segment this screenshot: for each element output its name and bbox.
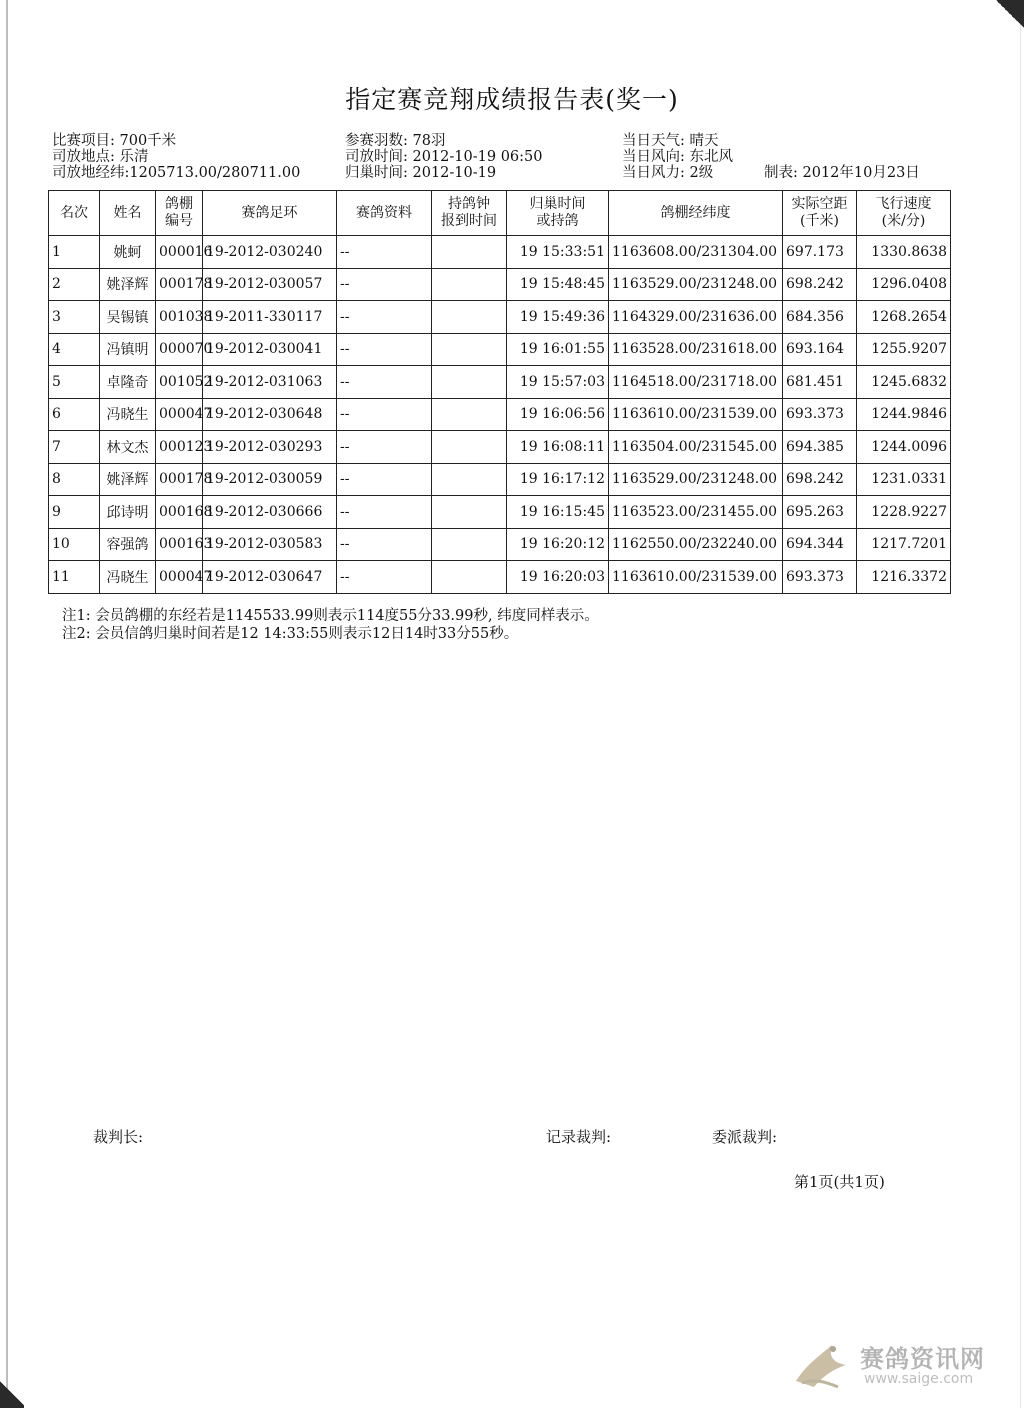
cell-ring: 19-2012-030059	[203, 463, 337, 496]
cell-distance: 694.344	[783, 528, 857, 561]
cell-ring: 19-2012-030041	[203, 333, 337, 366]
cell-distance: 681.451	[783, 366, 857, 399]
cell-clock-time	[432, 333, 507, 366]
cell-name: 吴锡镇	[100, 301, 156, 334]
cell-loft-no: 000047	[156, 561, 203, 594]
cell-speed: 1255.9207	[857, 333, 951, 366]
cell-name: 容强鸽	[100, 528, 156, 561]
header-loft-no: 鸽棚 编号	[156, 191, 203, 236]
cell-clock-time	[432, 301, 507, 334]
cell-info: --	[337, 496, 432, 529]
cell-distance: 698.242	[783, 463, 857, 496]
cell-ring: 19-2012-030293	[203, 431, 337, 464]
cell-distance: 697.173	[783, 236, 857, 269]
cell-name: 林文杰	[100, 431, 156, 464]
cell-info: --	[337, 301, 432, 334]
cell-ring: 19-2012-030648	[203, 398, 337, 431]
table-row	[49, 496, 951, 529]
cell-ring: 19-2012-030240	[203, 236, 337, 269]
cell-rank: 11	[49, 561, 100, 594]
cell-rank: 6	[49, 398, 100, 431]
cell-ring: 19-2011-330117	[203, 301, 337, 334]
assigned-judge-label: 委派裁判:	[712, 1128, 778, 1146]
weather: 当日天气: 晴天	[622, 133, 719, 149]
cell-loft-no: 000163	[156, 528, 203, 561]
cell-coords: 1163504.00/231545.00	[609, 431, 783, 464]
header-distance: 实际空距 (千米)	[783, 191, 857, 236]
header-coords: 鸽棚经纬度	[609, 191, 783, 236]
cell-coords: 1163529.00/231248.00	[609, 268, 783, 301]
cell-coords: 1163528.00/231618.00	[609, 333, 783, 366]
cell-speed: 1245.6832	[857, 366, 951, 399]
pigeon-logo-icon	[788, 1335, 852, 1393]
table-row	[49, 528, 951, 561]
cell-info: --	[337, 431, 432, 464]
results-table	[48, 190, 951, 594]
cell-return-time: 19 15:57:03	[507, 366, 609, 399]
cell-coords: 1163610.00/231539.00	[609, 398, 783, 431]
cell-name: 冯晓生	[100, 561, 156, 594]
cell-name: 姚蚵	[100, 236, 156, 269]
cell-clock-time	[432, 528, 507, 561]
return-date: 归巢时间: 2012-10-19	[345, 165, 497, 181]
recording-judge-label: 记录裁判:	[546, 1128, 612, 1146]
cell-info: --	[337, 561, 432, 594]
cell-rank: 7	[49, 431, 100, 464]
table-row	[49, 301, 951, 334]
wind-force: 当日风力: 2级	[622, 165, 714, 181]
cell-return-time: 19 16:20:12	[507, 528, 609, 561]
cell-rank: 1	[49, 236, 100, 269]
header-speed: 飞行速度 (米/分)	[857, 191, 951, 236]
cell-ring: 19-2012-031063	[203, 366, 337, 399]
cell-clock-time	[432, 561, 507, 594]
cell-loft-no: 000047	[156, 398, 203, 431]
cell-loft-no: 000178	[156, 463, 203, 496]
cell-speed: 1216.3372	[857, 561, 951, 594]
cell-name: 姚泽辉	[100, 463, 156, 496]
table-row	[49, 366, 951, 399]
cell-name: 姚泽辉	[100, 268, 156, 301]
cell-speed: 1217.7201	[857, 528, 951, 561]
header-return-time: 归巢时间 或持鸽	[507, 191, 609, 236]
table-row	[49, 398, 951, 431]
cell-rank: 3	[49, 301, 100, 334]
cell-rank: 9	[49, 496, 100, 529]
cell-info: --	[337, 366, 432, 399]
table-row	[49, 236, 951, 269]
cell-distance: 693.164	[783, 333, 857, 366]
cell-distance: 698.242	[783, 268, 857, 301]
cell-return-time: 19 15:33:51	[507, 236, 609, 269]
table-row	[49, 561, 951, 594]
cell-clock-time	[432, 398, 507, 431]
cell-rank: 5	[49, 366, 100, 399]
chief-judge-label: 裁判长:	[93, 1128, 144, 1146]
made-date: 制表: 2012年10月23日	[764, 165, 920, 181]
cell-coords: 1163610.00/231539.00	[609, 561, 783, 594]
watermark-url: www.saige.com	[864, 1371, 974, 1387]
cell-info: --	[337, 333, 432, 366]
cell-distance: 684.356	[783, 301, 857, 334]
cell-clock-time	[432, 268, 507, 301]
header-ring: 赛鸽足环	[203, 191, 337, 236]
cell-loft-no: 000070	[156, 333, 203, 366]
cell-info: --	[337, 463, 432, 496]
cell-speed: 1296.0408	[857, 268, 951, 301]
cell-loft-no: 000168	[156, 496, 203, 529]
note-2: 注2: 会员信鸽归巢时间若是12 14:33:55则表示12日14时33分55秒。	[62, 626, 519, 642]
cell-ring: 19-2012-030647	[203, 561, 337, 594]
scan-corner-bottom-left	[0, 1378, 24, 1408]
cell-return-time: 19 16:15:45	[507, 496, 609, 529]
release-time: 司放时间: 2012-10-19 06:50	[345, 149, 543, 165]
cell-speed: 1330.8638	[857, 236, 951, 269]
birds-entered: 参赛羽数: 78羽	[345, 133, 446, 149]
cell-coords: 1163529.00/231248.00	[609, 463, 783, 496]
cell-speed: 1244.0096	[857, 431, 951, 464]
report-title: 指定赛竞翔成绩报告表(奖一)	[345, 85, 679, 114]
cell-ring: 19-2012-030057	[203, 268, 337, 301]
cell-info: --	[337, 236, 432, 269]
cell-return-time: 19 16:20:03	[507, 561, 609, 594]
table-row	[49, 333, 951, 366]
cell-ring: 19-2012-030583	[203, 528, 337, 561]
cell-distance: 694.385	[783, 431, 857, 464]
table-row	[49, 268, 951, 301]
header-clock-time: 持鸽钟 报到时间	[432, 191, 507, 236]
cell-speed: 1228.9227	[857, 496, 951, 529]
cell-loft-no: 001052	[156, 366, 203, 399]
table-header-row	[49, 191, 951, 236]
cell-rank: 4	[49, 333, 100, 366]
cell-info: --	[337, 528, 432, 561]
cell-return-time: 19 15:48:45	[507, 268, 609, 301]
cell-distance: 695.263	[783, 496, 857, 529]
cell-info: --	[337, 268, 432, 301]
cell-coords: 1164329.00/231636.00	[609, 301, 783, 334]
cell-name: 邱诗明	[100, 496, 156, 529]
cell-return-time: 19 16:17:12	[507, 463, 609, 496]
cell-coords: 1164518.00/231718.00	[609, 366, 783, 399]
cell-loft-no: 000016	[156, 236, 203, 269]
race-item: 比赛项目: 700千米	[52, 133, 177, 149]
cell-loft-no: 001038	[156, 301, 203, 334]
cell-coords: 1163523.00/231455.00	[609, 496, 783, 529]
cell-speed: 1268.2654	[857, 301, 951, 334]
cell-return-time: 19 16:01:55	[507, 333, 609, 366]
cell-clock-time	[432, 496, 507, 529]
cell-return-time: 19 16:08:11	[507, 431, 609, 464]
watermark	[780, 1335, 1005, 1395]
cell-rank: 2	[49, 268, 100, 301]
cell-info: --	[337, 398, 432, 431]
header-rank: 名次	[49, 191, 100, 236]
release-place: 司放地点: 乐清	[52, 149, 149, 165]
header-info: 赛鸽资料	[337, 191, 432, 236]
cell-clock-time	[432, 366, 507, 399]
cell-clock-time	[432, 431, 507, 464]
page-indicator: 第1页(共1页)	[794, 1173, 885, 1191]
cell-return-time: 19 16:06:56	[507, 398, 609, 431]
table-row	[49, 463, 951, 496]
cell-ring: 19-2012-030666	[203, 496, 337, 529]
cell-name: 卓隆奇	[100, 366, 156, 399]
cell-distance: 693.373	[783, 561, 857, 594]
cell-name: 冯晓生	[100, 398, 156, 431]
cell-clock-time	[432, 463, 507, 496]
scan-corner-top-right	[996, 0, 1024, 28]
cell-return-time: 19 15:49:36	[507, 301, 609, 334]
cell-speed: 1244.9846	[857, 398, 951, 431]
release-coords: 司放地经纬:1205713.00/280711.00	[52, 165, 301, 181]
cell-rank: 10	[49, 528, 100, 561]
cell-clock-time	[432, 236, 507, 269]
note-1: 注1: 会员鸽棚的东经若是1145533.99则表示114度55分33.99秒, 纬度同样表示。	[62, 608, 599, 624]
watermark-site-name: 赛鸽资讯网	[860, 1345, 985, 1373]
cell-distance: 693.373	[783, 398, 857, 431]
cell-name: 冯镇明	[100, 333, 156, 366]
cell-loft-no: 000123	[156, 431, 203, 464]
table-row	[49, 431, 951, 464]
header-name: 姓名	[100, 191, 156, 236]
cell-speed: 1231.0331	[857, 463, 951, 496]
cell-coords: 1163608.00/231304.00	[609, 236, 783, 269]
cell-rank: 8	[49, 463, 100, 496]
cell-loft-no: 000178	[156, 268, 203, 301]
cell-coords: 1162550.00/232240.00	[609, 528, 783, 561]
wind-direction: 当日风向: 东北风	[622, 149, 733, 165]
